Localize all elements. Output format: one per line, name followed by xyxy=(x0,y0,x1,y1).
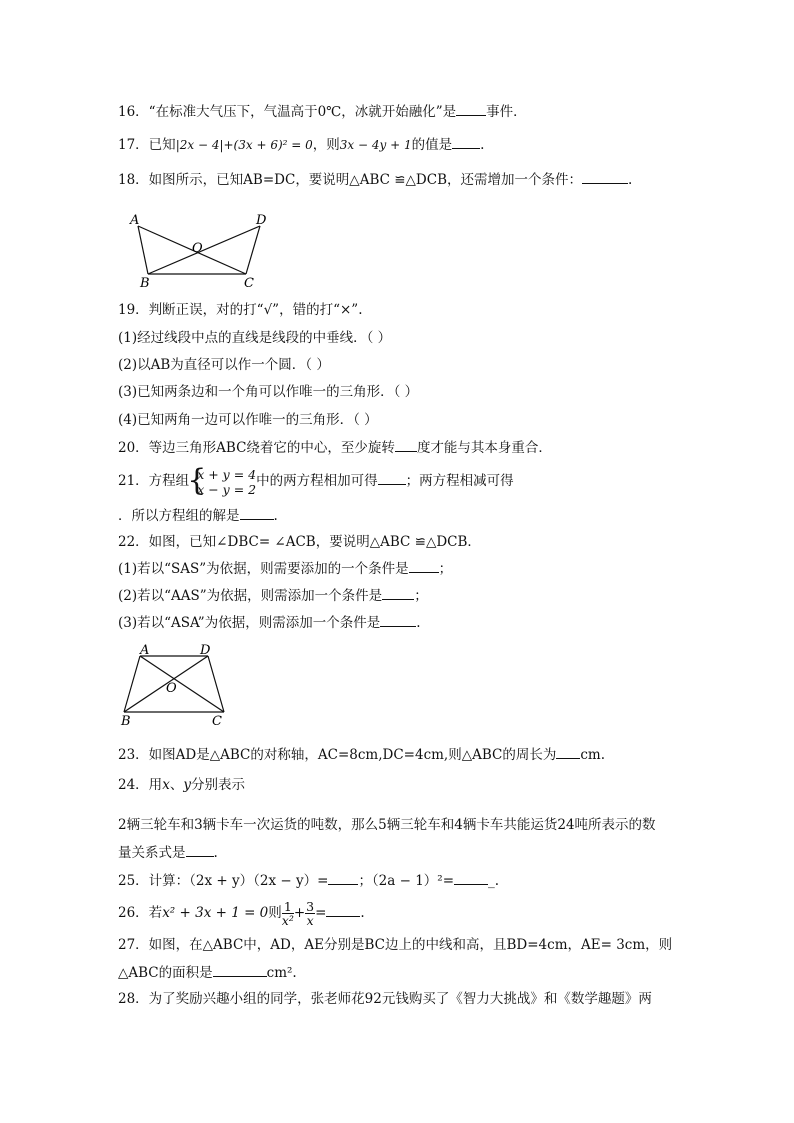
question-24-line-2: 2辆三轮车和3辆卡车一次运货的吨数，那么5辆三轮车和4辆卡车共能运货24吨所表示的数 xyxy=(118,817,656,833)
q22-blank-1[interactable] xyxy=(409,559,439,573)
fig22-label-b: B xyxy=(121,714,131,729)
q24-blank[interactable] xyxy=(186,843,214,857)
fig18-label-o: O xyxy=(192,241,203,256)
question-22-sub-3: (3)若以“ASA”为依据，则需添加一个条件是 . xyxy=(118,615,421,631)
figure-22 xyxy=(118,640,238,734)
fig18-segment-ab xyxy=(138,226,148,274)
question-26: 26．若x² + 3x + 1 = 0则 $\frac{1}{\text{x²}}$ + $\frac{3}{x}$ = . xyxy=(118,899,365,928)
fig22-label-o: O xyxy=(166,681,177,696)
q17-expr: |2x − 4|+(3x + 6)² = 0 xyxy=(175,138,313,152)
question-23: 23．如图AD是△ABC的对称轴，AC=8cm,DC=4cm,则△ABC的周长为 cm. xyxy=(118,747,606,763)
question-22-sub-1: (1)若以“SAS”为依据，则需要添加的一个条件是 ； xyxy=(118,561,453,577)
q23-blank[interactable] xyxy=(556,745,580,759)
q22-blank-2[interactable] xyxy=(382,586,414,600)
fig22-label-d: D xyxy=(200,643,211,658)
q17-expr2: 3x − 4y + 1 xyxy=(339,138,412,152)
q21-blank-2[interactable] xyxy=(240,506,274,520)
q25-blank-1[interactable] xyxy=(328,871,358,885)
q18-text: 18．如图所示，已知AB=DC，要说明△ABC ≌△DCB，还需增加一个条件： xyxy=(118,172,583,188)
question-19-title: 19．判断正误，对的打“√”，错的打“×”. xyxy=(118,302,363,318)
q16-tail: 事件． xyxy=(486,104,527,120)
q17-blank[interactable] xyxy=(452,135,480,149)
q26-fraction-2: $\frac{3}{x}$ xyxy=(306,899,315,928)
fig18-label-b: B xyxy=(140,276,150,290)
question-27-line-2: △ABC的面积是 cm². xyxy=(118,965,297,981)
fig18-label-d: D xyxy=(256,213,267,228)
fig22-label-a: A xyxy=(140,643,150,658)
q18-blank[interactable] xyxy=(582,170,628,184)
q22-blank-3[interactable] xyxy=(380,613,416,627)
question-22-title: 22．如图，已知∠DBC= ∠ACB，要说明△ABC ≌△DCB． xyxy=(118,534,481,550)
q16-text: 16．“在标准大气压下，气温高于0℃，冰就开始融化”是 xyxy=(118,104,457,120)
fig18-segment-dc xyxy=(246,226,260,274)
figure-18-svg xyxy=(126,208,276,290)
q18-tail: . xyxy=(628,172,633,188)
figure-22-svg xyxy=(118,640,238,730)
fig18-label-a: A xyxy=(130,213,140,228)
fig22-label-c: C xyxy=(212,714,222,729)
q27-blank[interactable] xyxy=(213,963,267,977)
question-21: 21．方程组 { x + y = 4 x − y = 2 中的两方程相加可得 ；两方程相减可得 xyxy=(118,466,514,497)
question-19-item-2: (2)以AB为直径可以作一个圆．（ ） xyxy=(118,357,330,373)
question-18 xyxy=(118,170,632,189)
question-20: 20．等边三角形ABC绕着它的中心，至少旋转 度才能与其本身重合． xyxy=(118,440,552,456)
question-24: 24．用x、y分别表示 xyxy=(118,777,245,793)
q21-blank-1[interactable] xyxy=(378,471,406,485)
q25-blank-2[interactable] xyxy=(454,871,488,885)
q26-expr: x² + 3x + 1 = 0 xyxy=(162,905,269,921)
q17-pre: 17．已知 xyxy=(118,137,176,153)
question-27: 27．如图，在△ABC中，AD，AE分别是BC边上的中线和高，且BD=4cm，AE= 3cm，则 xyxy=(118,937,673,953)
q20-blank[interactable] xyxy=(395,438,417,452)
q17-tail: 的值是 xyxy=(411,137,453,153)
question-21-line-2: ．所以方程组的解是 . xyxy=(118,508,278,524)
question-24-line-3: 量关系式是 . xyxy=(118,845,218,861)
question-25: 25．计算：（2x + y）（2x − y）= ；（2a − 1）²= _. xyxy=(118,873,500,889)
q26-fraction-1: $\frac{1}{\text{x²}}$ xyxy=(281,899,294,928)
question-19-item-4: (4)已知两角一边可以作唯一的三角形．（ ） xyxy=(118,412,378,428)
q17-mid: ，则 xyxy=(312,137,340,153)
question-19-item-1: (1)经过线段中点的直线是线段的中垂线．（ ） xyxy=(118,330,392,346)
q26-blank[interactable] xyxy=(326,903,360,917)
figure-18 xyxy=(126,208,276,294)
q16-blank[interactable] xyxy=(456,102,486,116)
question-22-sub-2: (2)若以“AAS”为依据，则需添加一个条件是 ； xyxy=(118,588,428,604)
question-19-item-3: (3)已知两条边和一个角可以作唯一的三角形．（ ） xyxy=(118,384,419,400)
question-16 xyxy=(118,102,527,121)
question-17: 17．已知|2x − 4|+(3x + 6)² = 0，则3x − 4y + 1的值是 . xyxy=(118,137,485,153)
fig18-label-c: C xyxy=(244,276,254,290)
fig18-segment-bd xyxy=(148,226,260,274)
question-28: 28．为了奖励兴趣小组的同学，张老师花92元钱购买了《智力大挑战》和《数学趣题》两 xyxy=(118,991,652,1007)
fig22-segment-ac xyxy=(140,656,224,712)
q21-system: { x + y = 4 x − y = 2 xyxy=(189,467,256,497)
